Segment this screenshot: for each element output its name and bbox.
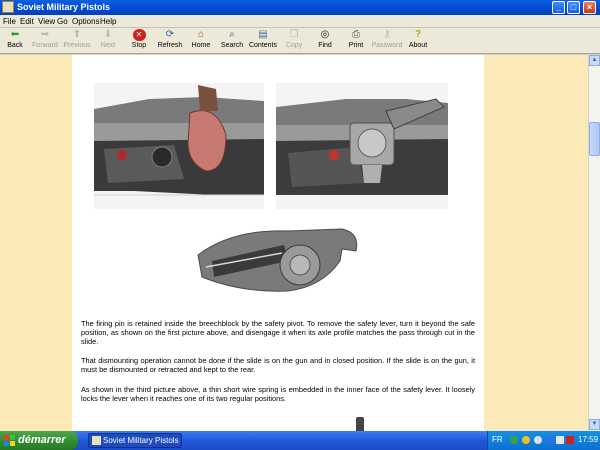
app-icon bbox=[92, 436, 101, 445]
taskbar bbox=[0, 431, 600, 450]
tray-update-icon[interactable] bbox=[546, 436, 554, 444]
down-arrow-icon: ⬇ bbox=[103, 29, 113, 40]
menu-edit[interactable]: Edit bbox=[20, 17, 34, 26]
paragraph-dismounting: That dismounting operation cannot be done if the slide is on the gun and in closed position. If the slide is on the gun, it must be dismounted or retracted and kept to the rear. bbox=[81, 356, 475, 374]
tray-messenger-icon[interactable] bbox=[522, 436, 530, 444]
up-arrow-icon: ⬆ bbox=[72, 29, 82, 40]
print-icon: ⎙ bbox=[352, 29, 360, 40]
next-button[interactable]: ⬇ Next bbox=[100, 29, 116, 49]
home-button[interactable]: ⌂ Home bbox=[191, 29, 211, 49]
pistol-photo-lever-disengaged bbox=[276, 83, 448, 209]
window-title: Soviet Military Pistols bbox=[17, 2, 111, 12]
back-arrow-icon: ⬅ bbox=[10, 29, 20, 40]
menu-file[interactable]: File bbox=[3, 17, 16, 26]
about-button[interactable]: ? About bbox=[408, 29, 428, 49]
stop-button[interactable]: ✕ Stop bbox=[131, 30, 147, 49]
copy-button[interactable]: ❐ Copy bbox=[285, 29, 303, 49]
menu-view[interactable]: View bbox=[38, 17, 56, 26]
home-icon: ⌂ bbox=[197, 29, 205, 40]
window-titlebar[interactable] bbox=[0, 0, 600, 15]
refresh-button[interactable]: ⟳ Refresh bbox=[157, 29, 183, 49]
tray-volume-icon[interactable] bbox=[534, 436, 542, 444]
document-viewport bbox=[0, 55, 588, 431]
close-button[interactable]: × bbox=[583, 1, 596, 14]
search-button[interactable]: ⌕ Search bbox=[220, 29, 244, 49]
maximize-button[interactable]: □ bbox=[567, 1, 580, 14]
clock: 17:59 bbox=[578, 435, 599, 444]
back-button[interactable]: ⬅ Back bbox=[7, 29, 23, 49]
tray-safely-remove-icon[interactable] bbox=[556, 436, 564, 444]
task-label: Soviet Military Pistols bbox=[103, 436, 179, 445]
forward-button[interactable]: ➡ Forward bbox=[32, 29, 58, 49]
paragraph-firing-pin: The firing pin is retained inside the breechblock by the safety pivot. To remove the safety lever, turn it beyond the safe position, as shown on the first picture above, and disengage it when its axle profile matches the pass through cut in the slide. bbox=[81, 319, 475, 346]
menu-options[interactable]: Options bbox=[72, 17, 100, 26]
windows-logo-icon bbox=[4, 435, 15, 446]
mouse-cursor bbox=[356, 417, 364, 431]
copy-icon: ❐ bbox=[289, 29, 299, 40]
scrollbar-thumb[interactable] bbox=[589, 122, 600, 156]
scroll-up-icon[interactable]: ▲ bbox=[589, 55, 600, 66]
menu-bar bbox=[0, 15, 600, 28]
contents-icon: ▤ bbox=[258, 29, 268, 40]
scroll-down-icon[interactable]: ▼ bbox=[589, 419, 600, 430]
vertical-scrollbar[interactable] bbox=[588, 55, 600, 431]
forward-arrow-icon: ➡ bbox=[40, 29, 50, 40]
tray-network-icon[interactable] bbox=[510, 436, 518, 444]
menu-go[interactable]: Go bbox=[57, 17, 68, 26]
content-page bbox=[72, 55, 484, 431]
system-tray bbox=[487, 431, 600, 450]
print-button[interactable]: ⎙ Print bbox=[348, 29, 364, 49]
safety-lever-photo bbox=[192, 221, 368, 301]
pistol-photo-safety-lever-turned bbox=[94, 83, 264, 209]
start-button[interactable] bbox=[0, 431, 78, 450]
app-icon bbox=[2, 1, 14, 13]
search-icon: ⌕ bbox=[229, 29, 235, 40]
find-button[interactable]: ◎ Find bbox=[318, 29, 332, 49]
menu-help[interactable]: Help bbox=[100, 17, 117, 26]
start-label: démarrer bbox=[18, 434, 66, 446]
contents-button[interactable]: ▤ Contents bbox=[248, 29, 278, 49]
previous-button[interactable]: ⬆ Previous bbox=[63, 29, 91, 49]
language-indicator[interactable]: FR bbox=[492, 435, 503, 444]
toolbar bbox=[0, 28, 600, 54]
stop-icon: ✕ bbox=[133, 29, 146, 41]
refresh-icon: ⟳ bbox=[165, 29, 175, 40]
minimize-button[interactable]: _ bbox=[552, 1, 565, 14]
password-button[interactable]: ⚷ Password bbox=[371, 29, 403, 49]
binoculars-icon: ◎ bbox=[320, 29, 330, 40]
key-icon: ⚷ bbox=[383, 29, 391, 40]
question-icon: ? bbox=[414, 29, 422, 40]
paragraph-wire-spring: As shown in the third picture above, a thin short wire spring is embedded in the inner face of the safety lever. It loosely locks the lever when it reaches one of its two regular positions. bbox=[81, 385, 475, 403]
taskbar-window-button[interactable] bbox=[88, 433, 182, 448]
tray-antivirus-icon[interactable] bbox=[566, 436, 574, 444]
